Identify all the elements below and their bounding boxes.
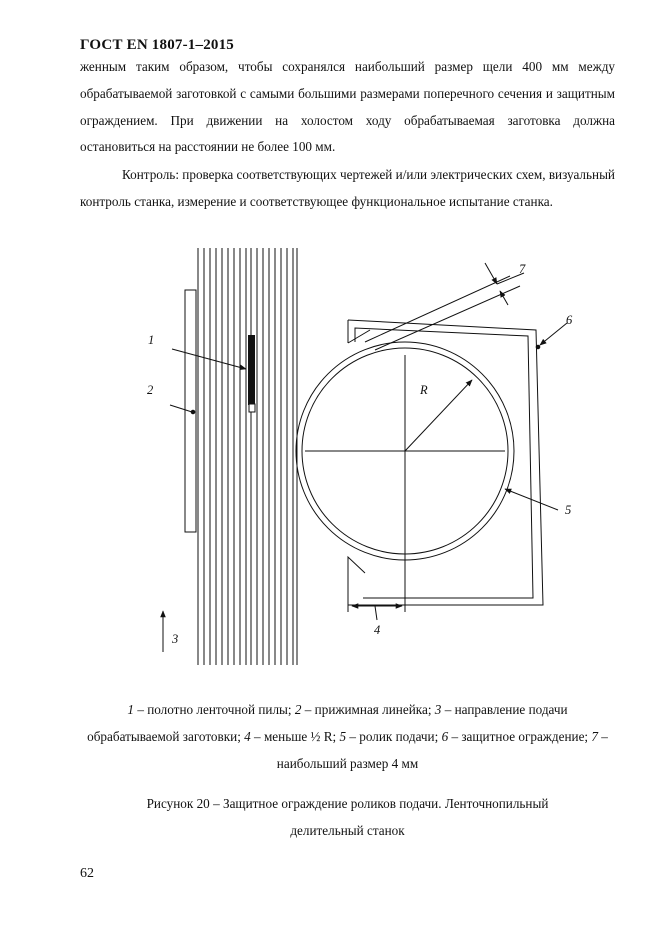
guard-inner	[355, 328, 533, 598]
label-7: 7	[519, 262, 526, 276]
page-number: 62	[80, 866, 94, 881]
radius-line	[405, 380, 472, 451]
legend-num: 6	[441, 729, 449, 744]
paragraph-text: Контроль: проверка соответствующих чертежей и/или электрических схем, визуальный контроль станка, измерение и соответствующее функциональное испытание станка.	[80, 167, 615, 209]
feed-roller-inner	[302, 348, 508, 554]
legend-num: 5	[339, 729, 347, 744]
label-5: 5	[565, 503, 572, 517]
legend-text: – направление подачи обрабатываемой заготовки;	[87, 702, 568, 744]
label-4: 4	[374, 623, 381, 637]
caption-line-1: Рисунок 20 – Защитное ограждение роликов подачи. Ленточнопильный	[146, 796, 549, 811]
guard-outer	[348, 320, 543, 605]
paragraph-requirement	[80, 54, 615, 161]
saw-blade	[248, 335, 255, 405]
label-3: 3	[172, 632, 179, 646]
legend-text: – полотно ленточной пилы;	[134, 702, 295, 717]
legend-num: 7	[591, 729, 598, 744]
label-2: 2	[147, 383, 154, 397]
legend-num: 2	[294, 702, 302, 717]
label-1: 1	[148, 333, 155, 347]
legend-text: – меньше ½ R;	[250, 729, 340, 744]
legend-num: 3	[434, 702, 442, 717]
legend-num: 4	[244, 729, 251, 744]
legend-text: – наибольший размер 4 мм	[276, 729, 608, 771]
workpiece-stack-right	[257, 248, 297, 665]
paragraph-text: женным таким образом, чтобы сохранялся наибольший размер щели 400 мм между обрабатываемой заготовкой с самыми большими размерами поперечного сечения и защитным ограждением. При движении на холостом ходу обрабатываемая заготовка должна остановиться на расстоянии не более 100 мм.	[80, 59, 615, 155]
label-radius: R	[420, 383, 428, 397]
figure-caption	[80, 790, 615, 844]
workpiece-stack-left	[198, 248, 251, 665]
figure-legend	[80, 696, 615, 777]
legend-num: 1	[127, 702, 135, 717]
legend-text: – защитное ограждение;	[448, 729, 592, 744]
legend-text: – ролик подачи;	[346, 729, 442, 744]
ruler-point	[191, 410, 195, 414]
label-6: 6	[566, 313, 573, 327]
pressure-ruler	[185, 290, 196, 532]
caption-line-2: делительный станок	[290, 823, 405, 838]
legend-text: – прижимная линейка;	[301, 702, 435, 717]
paragraph-control	[80, 162, 615, 216]
feed-roller-outer	[296, 342, 514, 560]
standard-header: ГОСТ EN 1807-1–2015	[80, 37, 234, 53]
guard-point	[536, 345, 540, 349]
